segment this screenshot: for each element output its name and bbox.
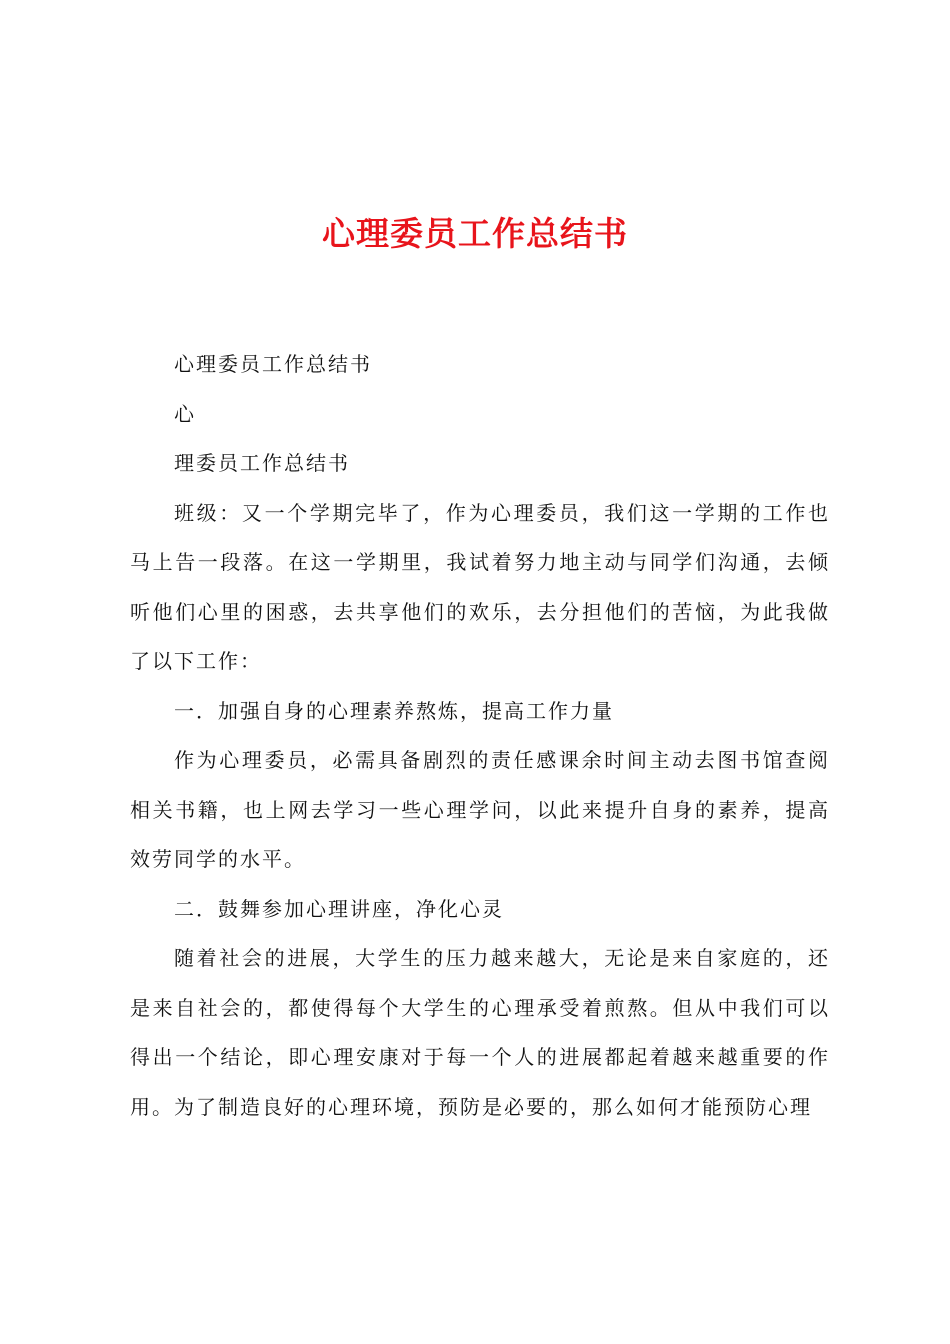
paragraph-intro: 班级：又一个学期完毕了，作为心理委员，我们这一学期的工作也马上告一段落。在这一学期里，我试着努力地主动与同学们沟通，去倾听他们心里的困惑，去共享他们的欢乐，去分担他们的苦恼，为此我做了以下工作： [130, 500, 830, 673]
paragraph-section-1: 作为心理委员，必需具备剧烈的责任感课余时间主动去图书馆查阅相关书籍，也上网去学习一些心理学问，以此来提升自身的素养，提高效劳同学的水平。 [130, 748, 830, 871]
document-body [130, 340, 830, 1132]
paragraph-fragment-1: 心 [174, 401, 196, 426]
section-heading-2: 二．鼓舞参加心理讲座，净化心灵 [174, 896, 504, 921]
paragraph-subtitle: 心理委员工作总结书 [174, 352, 372, 376]
paragraph-section-2: 随着社会的进展，大学生的压力越来越大，无论是来自家庭的，还是来自社会的，都使得每个大学生的心理承受着煎熬。但从中我们可以得出一个结论，即心理安康对于每一个人的进展都起着越来越重要的作用。为了制造良好的心理环境，预防是必要的，那么如何才能预防心理 [130, 946, 830, 1119]
section-heading-1: 一．加强自身的心理素养熬炼，提高工作力量 [174, 698, 614, 723]
document-title: 心理委员工作总结书 [322, 214, 628, 253]
paragraph-fragment-2: 理委员工作总结书 [174, 451, 350, 475]
